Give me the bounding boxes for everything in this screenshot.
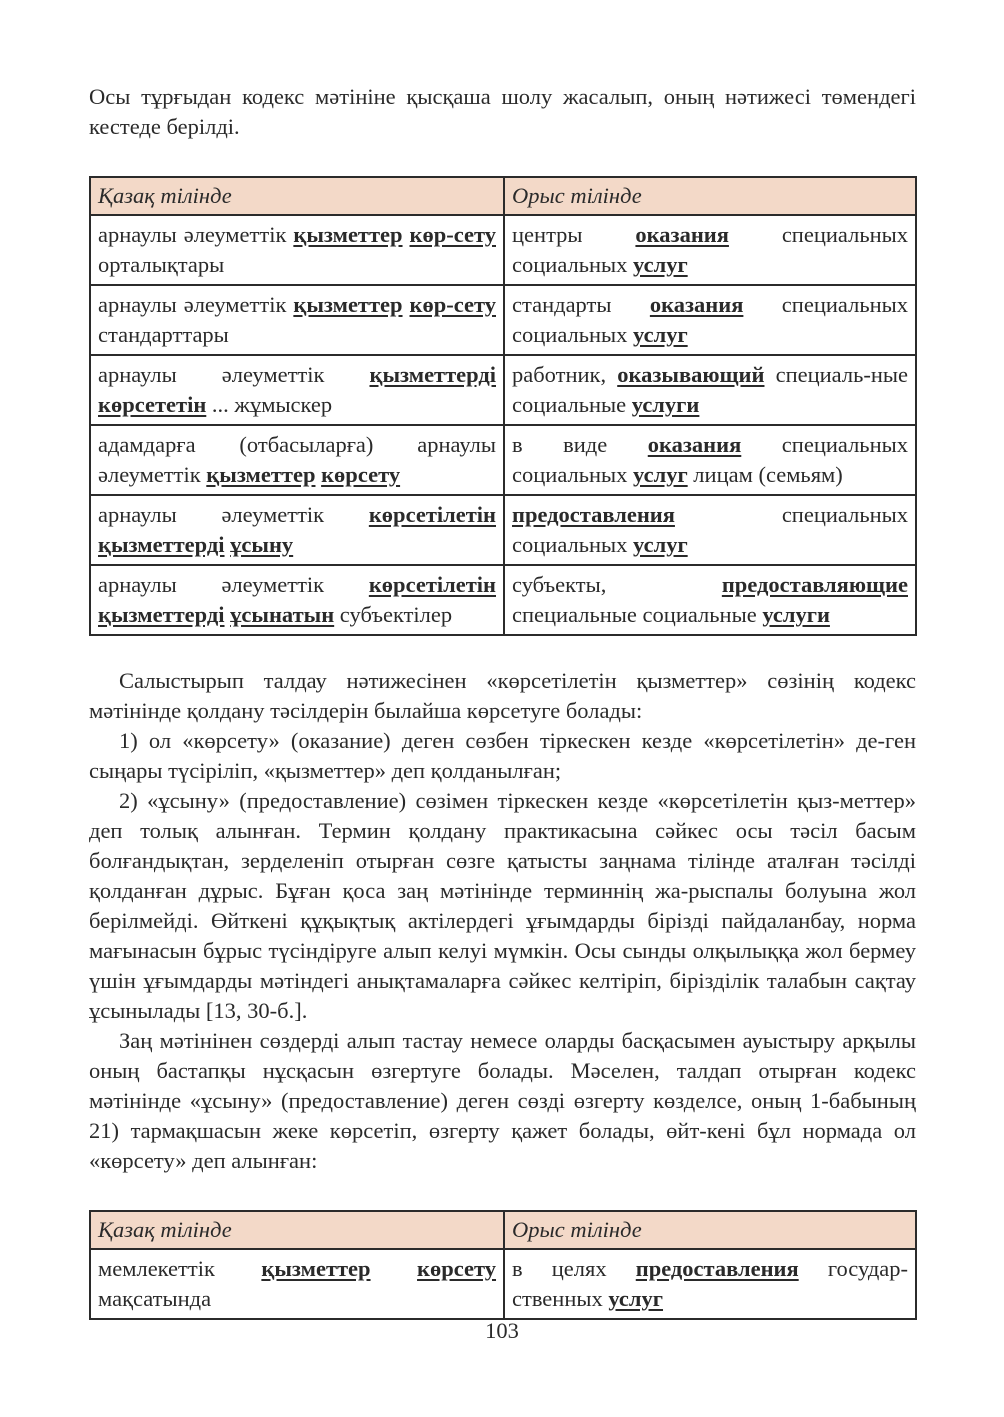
cell-text: специаль-ные социальные <box>512 362 908 417</box>
cell-text: субъектілер <box>334 602 453 627</box>
kazakh-cell <box>90 425 504 495</box>
emphasized-term: көрсетілетін қызметтерді <box>98 502 496 557</box>
body-paragraph-3: 2) «ұсыну» (предоставление) сөзімен тіркескен кезде «көрсетілетін қыз-меттер» деп толық алынған. Термин қолдану практикасына сәйкес осы тәсіл басым болғандықтан, зерделеніп отырған сөзге қатысты заңнама тілінде аталған тәсілді қолданған дұрыс. Бұған қоса заң мәтінінде терминнің жа-рыспалы болуына жол берілмейді. Өйткені құқықтық актілердегі ұғымдарды бірізді пайдаланбау, норма мағынасын бұрыс түсіндіруге алып келуі мүмкін. Осы сынды олқылыққа жол бермеу үшін ұғымдарды мәтіндегі анықтамаларға сәйкес келтіріп, бірізділік талабын сақтау ұсынылады [13, 30-б.]. <box>89 788 916 1023</box>
emphasized-term: оказания <box>647 432 742 457</box>
kazakh-cell <box>90 285 504 355</box>
cell-text <box>403 222 410 247</box>
table-row <box>90 355 916 425</box>
russian-cell <box>504 565 916 635</box>
emphasized-term: қызметтерді көрсететін <box>98 362 496 417</box>
table-row <box>90 1249 916 1319</box>
cell-text: государ-ственных <box>512 1256 908 1311</box>
kazakh-cell <box>90 1249 504 1319</box>
emphasized-term: қызметтер <box>206 462 316 487</box>
emphasized-term: предоставления <box>512 502 675 527</box>
cell-text: работник, <box>512 362 618 387</box>
emphasized-term: көрсету <box>417 1256 497 1281</box>
cell-text: в целях <box>512 1256 636 1281</box>
emphasized-term: оказания <box>649 292 744 317</box>
cell-text: центры <box>512 222 636 247</box>
kazakh-cell <box>90 495 504 565</box>
emphasized-term: оказания <box>635 222 729 247</box>
cell-text: арнаулы әлеуметтік <box>98 222 294 247</box>
intro-paragraph: Осы тұрғыдан кодекс мәтініне қысқаша шолу жасалып, оның нәтижесі төмендегі кестеде берілді. <box>89 84 916 139</box>
table-body <box>90 1249 916 1319</box>
table-header-row <box>90 1211 916 1249</box>
emphasized-term: көрсету <box>321 462 401 487</box>
cell-text: ... жұмыскер <box>206 392 333 417</box>
cell-text <box>371 1256 417 1281</box>
header-kazakh: Қазақ тілінде <box>90 177 504 215</box>
cell-text: лицам (семьям) <box>687 462 843 487</box>
table-header-row <box>90 177 916 215</box>
emphasized-term: оказывающий <box>617 362 765 387</box>
kazakh-cell <box>90 215 504 285</box>
emphasized-term: қызметтер <box>293 292 403 317</box>
table-row <box>90 215 916 285</box>
kazakh-cell <box>90 355 504 425</box>
table-body <box>90 215 916 635</box>
cell-text: мақсатында <box>98 1286 212 1311</box>
table-row <box>90 495 916 565</box>
emphasized-term: ұсыну <box>230 532 294 557</box>
header-kazakh: Қазақ тілінде <box>90 1211 504 1249</box>
table-row <box>90 565 916 635</box>
cell-text: в виде <box>512 432 648 457</box>
russian-cell <box>504 215 916 285</box>
body-paragraph-4: Заң мәтінінен сөздерді алып тастау немесе оларды басқасымен ауыстыру арқылы оның бастапқы нұсқасын өзгертуге болады. Мәселен, талдап отырған кодекс мәтінінде «ұсыну» (предоставление) деген сөзді өзгерту көзделсе, оның 1-бабының 21) тармақшасын жеке көрсетіп, өзгерту қажет болады, өйт-кені бұл нормада ол «көрсету» деп алынған: <box>89 1028 916 1173</box>
cell-text: арнаулы әлеуметтік <box>98 502 369 527</box>
emphasized-term: услуг <box>633 322 688 347</box>
emphasized-term: көр-сету <box>409 292 496 317</box>
table-row <box>90 285 916 355</box>
cell-text: специальных социальных <box>512 432 908 487</box>
kazakh-cell <box>90 565 504 635</box>
table-row <box>90 425 916 495</box>
emphasized-term: предоставления <box>635 1256 799 1281</box>
emphasized-term: услуг <box>633 532 688 557</box>
emphasized-term: қызметтер <box>293 222 403 247</box>
cell-text: арнаулы әлеуметтік <box>98 362 370 387</box>
page-number: 103 <box>485 1318 519 1343</box>
emphasized-term: көрсетілетін қызметтерді <box>98 572 496 627</box>
cell-text: орталықтары <box>98 252 225 277</box>
emphasized-term: көр-сету <box>409 222 496 247</box>
page-content <box>89 82 916 1320</box>
cell-text: мемлекеттік <box>98 1256 262 1281</box>
body-paragraph-1: Салыстырып талдау нәтижесінен «көрсетілетін қызметтер» сөзінің кодекс мәтінінде қолдану тәсілдерін былайша көрсетуге болады: <box>89 668 916 723</box>
emphasized-term: услуг <box>633 462 688 487</box>
emphasized-term: услуги <box>762 602 830 627</box>
emphasized-term: услуг <box>633 252 688 277</box>
emphasized-term: услуг <box>608 1286 664 1311</box>
cell-text <box>403 292 410 317</box>
cell-text: арнаулы әлеуметтік <box>98 572 369 597</box>
cell-text: специальных социальных <box>512 502 908 557</box>
cell-text: стандарты <box>512 292 650 317</box>
emphasized-term: услуги <box>631 392 700 417</box>
cell-text: специальные социальные <box>512 602 763 627</box>
russian-cell <box>504 1249 916 1319</box>
emphasized-term: ұсынатын <box>230 602 335 627</box>
emphasized-term: предоставляющие <box>721 572 908 597</box>
cell-text: специальных социальных <box>512 222 908 277</box>
header-russian: Орыс тілінде <box>504 177 916 215</box>
russian-cell <box>504 495 916 565</box>
header-russian: Орыс тілінде <box>504 1211 916 1249</box>
body-paragraph-2: 1) ол «көрсету» (оказание) деген сөзбен тіркескен кезде «көрсетілетін» де-ген сыңары түсіріліп, «қызметтер» деп қолданылған; <box>89 728 916 783</box>
russian-cell <box>504 285 916 355</box>
comparison-table-2 <box>89 1210 917 1320</box>
cell-text: субъекты, <box>512 572 722 597</box>
cell-text: адамдарға (отбасыларға) арнаулы әлеуметтік <box>98 432 496 487</box>
cell-text: арнаулы әлеуметтік <box>98 292 294 317</box>
russian-cell <box>504 355 916 425</box>
emphasized-term: қызметтер <box>261 1256 371 1281</box>
russian-cell <box>504 425 916 495</box>
cell-text: специальных социальных <box>512 292 908 347</box>
cell-text: стандарттары <box>98 322 229 347</box>
comparison-table-1 <box>89 176 917 636</box>
